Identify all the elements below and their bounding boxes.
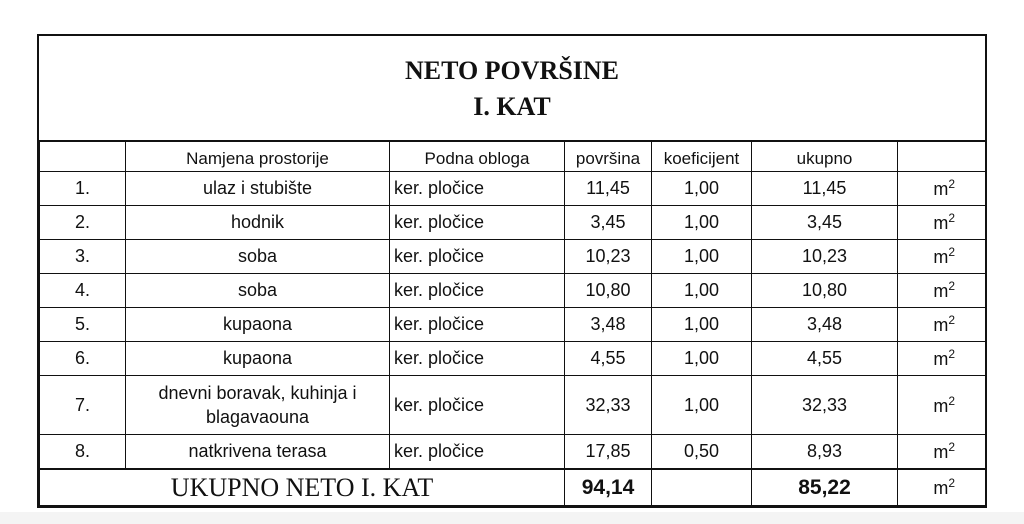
table-row	[40, 342, 986, 376]
unit-base: m	[933, 213, 949, 233]
unit-exponent: 2	[948, 211, 955, 225]
unit-exponent: 2	[948, 313, 955, 327]
unit-exponent: 2	[948, 279, 955, 293]
floor-covering: ker. pločice	[390, 240, 565, 274]
room-area: 10,80	[565, 274, 652, 308]
room-name: kupaona	[126, 308, 390, 342]
room-total: 32,33	[752, 376, 898, 435]
row-unit	[898, 435, 986, 470]
row-number: 6.	[40, 342, 126, 376]
floor-covering: ker. pločice	[390, 308, 565, 342]
floor-covering: ker. pločice	[390, 342, 565, 376]
area-sheet	[37, 34, 987, 508]
floor-covering: ker. pločice	[390, 274, 565, 308]
title-floor: I. KAT	[473, 92, 551, 121]
table-body	[40, 172, 986, 470]
room-area: 32,33	[565, 376, 652, 435]
title-block	[39, 36, 985, 142]
room-total: 4,55	[752, 342, 898, 376]
table-row	[40, 172, 986, 206]
table-row	[40, 240, 986, 274]
floor-covering: ker. pločice	[390, 206, 565, 240]
row-number: 1.	[40, 172, 126, 206]
bottom-strip	[0, 512, 1024, 524]
table-row	[40, 435, 986, 470]
header-obloga: Podna obloga	[390, 141, 565, 172]
room-total: 8,93	[752, 435, 898, 470]
room-area: 4,55	[565, 342, 652, 376]
row-unit	[898, 206, 986, 240]
room-area: 11,45	[565, 172, 652, 206]
unit-exponent: 2	[948, 440, 955, 454]
room-name: dnevni boravak, kuhinja i blagavaouna	[126, 376, 390, 435]
header-num	[40, 141, 126, 172]
row-unit	[898, 240, 986, 274]
table-row	[40, 376, 986, 435]
room-area: 3,45	[565, 206, 652, 240]
unit-base: m	[933, 442, 949, 462]
area-table	[39, 140, 986, 506]
unit-base: m	[933, 395, 949, 416]
table-row	[40, 206, 986, 240]
room-area: 10,23	[565, 240, 652, 274]
total-area: 94,14	[565, 469, 652, 506]
row-unit	[898, 376, 986, 435]
row-unit	[898, 172, 986, 206]
unit-exponent: 2	[948, 177, 955, 191]
area-coefficient: 1,00	[652, 206, 752, 240]
header-koeficijent: koeficijent	[652, 141, 752, 172]
unit-exponent: 2	[948, 476, 955, 490]
area-coefficient: 1,00	[652, 240, 752, 274]
area-coefficient: 1,00	[652, 342, 752, 376]
total-ukupno: 85,22	[752, 469, 898, 506]
area-coefficient: 1,00	[652, 172, 752, 206]
room-total: 11,45	[752, 172, 898, 206]
unit-base: m	[933, 281, 949, 301]
room-name: hodnik	[126, 206, 390, 240]
unit-exponent: 2	[948, 347, 955, 361]
area-coefficient: 0,50	[652, 435, 752, 470]
table-row	[40, 274, 986, 308]
room-name: soba	[126, 274, 390, 308]
header-ukupno: ukupno	[752, 141, 898, 172]
area-coefficient: 1,00	[652, 376, 752, 435]
unit-base: m	[933, 478, 949, 498]
header-povrsina: površina	[565, 141, 652, 172]
room-area: 17,85	[565, 435, 652, 470]
room-total: 3,48	[752, 308, 898, 342]
floor-covering: ker. pločice	[390, 435, 565, 470]
unit-base: m	[933, 315, 949, 335]
area-coefficient: 1,00	[652, 274, 752, 308]
room-total: 10,80	[752, 274, 898, 308]
total-coef-empty	[652, 469, 752, 506]
room-name: kupaona	[126, 342, 390, 376]
total-unit	[898, 469, 986, 506]
area-coefficient: 1,00	[652, 308, 752, 342]
row-number: 8.	[40, 435, 126, 470]
room-name: soba	[126, 240, 390, 274]
unit-exponent: 2	[948, 393, 955, 408]
row-unit	[898, 274, 986, 308]
room-total: 3,45	[752, 206, 898, 240]
header-unit	[898, 141, 986, 172]
row-number: 3.	[40, 240, 126, 274]
room-name: natkrivena terasa	[126, 435, 390, 470]
total-row	[40, 469, 986, 506]
unit-exponent: 2	[948, 245, 955, 259]
unit-base: m	[933, 349, 949, 369]
unit-base: m	[933, 179, 949, 199]
room-name: ulaz i stubište	[126, 172, 390, 206]
row-number: 4.	[40, 274, 126, 308]
header-row	[40, 141, 986, 172]
header-namjena: Namjena prostorije	[126, 141, 390, 172]
row-unit	[898, 342, 986, 376]
unit-base: m	[933, 247, 949, 267]
row-number: 5.	[40, 308, 126, 342]
row-number: 2.	[40, 206, 126, 240]
title-heading: NETO POVRŠINE	[404, 56, 620, 85]
row-unit	[898, 308, 986, 342]
room-area: 3,48	[565, 308, 652, 342]
table-row	[40, 308, 986, 342]
total-label: UKUPNO NETO I. KAT	[40, 469, 565, 506]
row-number: 7.	[40, 376, 126, 435]
floor-covering: ker. pločice	[390, 376, 565, 435]
floor-covering: ker. pločice	[390, 172, 565, 206]
room-total: 10,23	[752, 240, 898, 274]
